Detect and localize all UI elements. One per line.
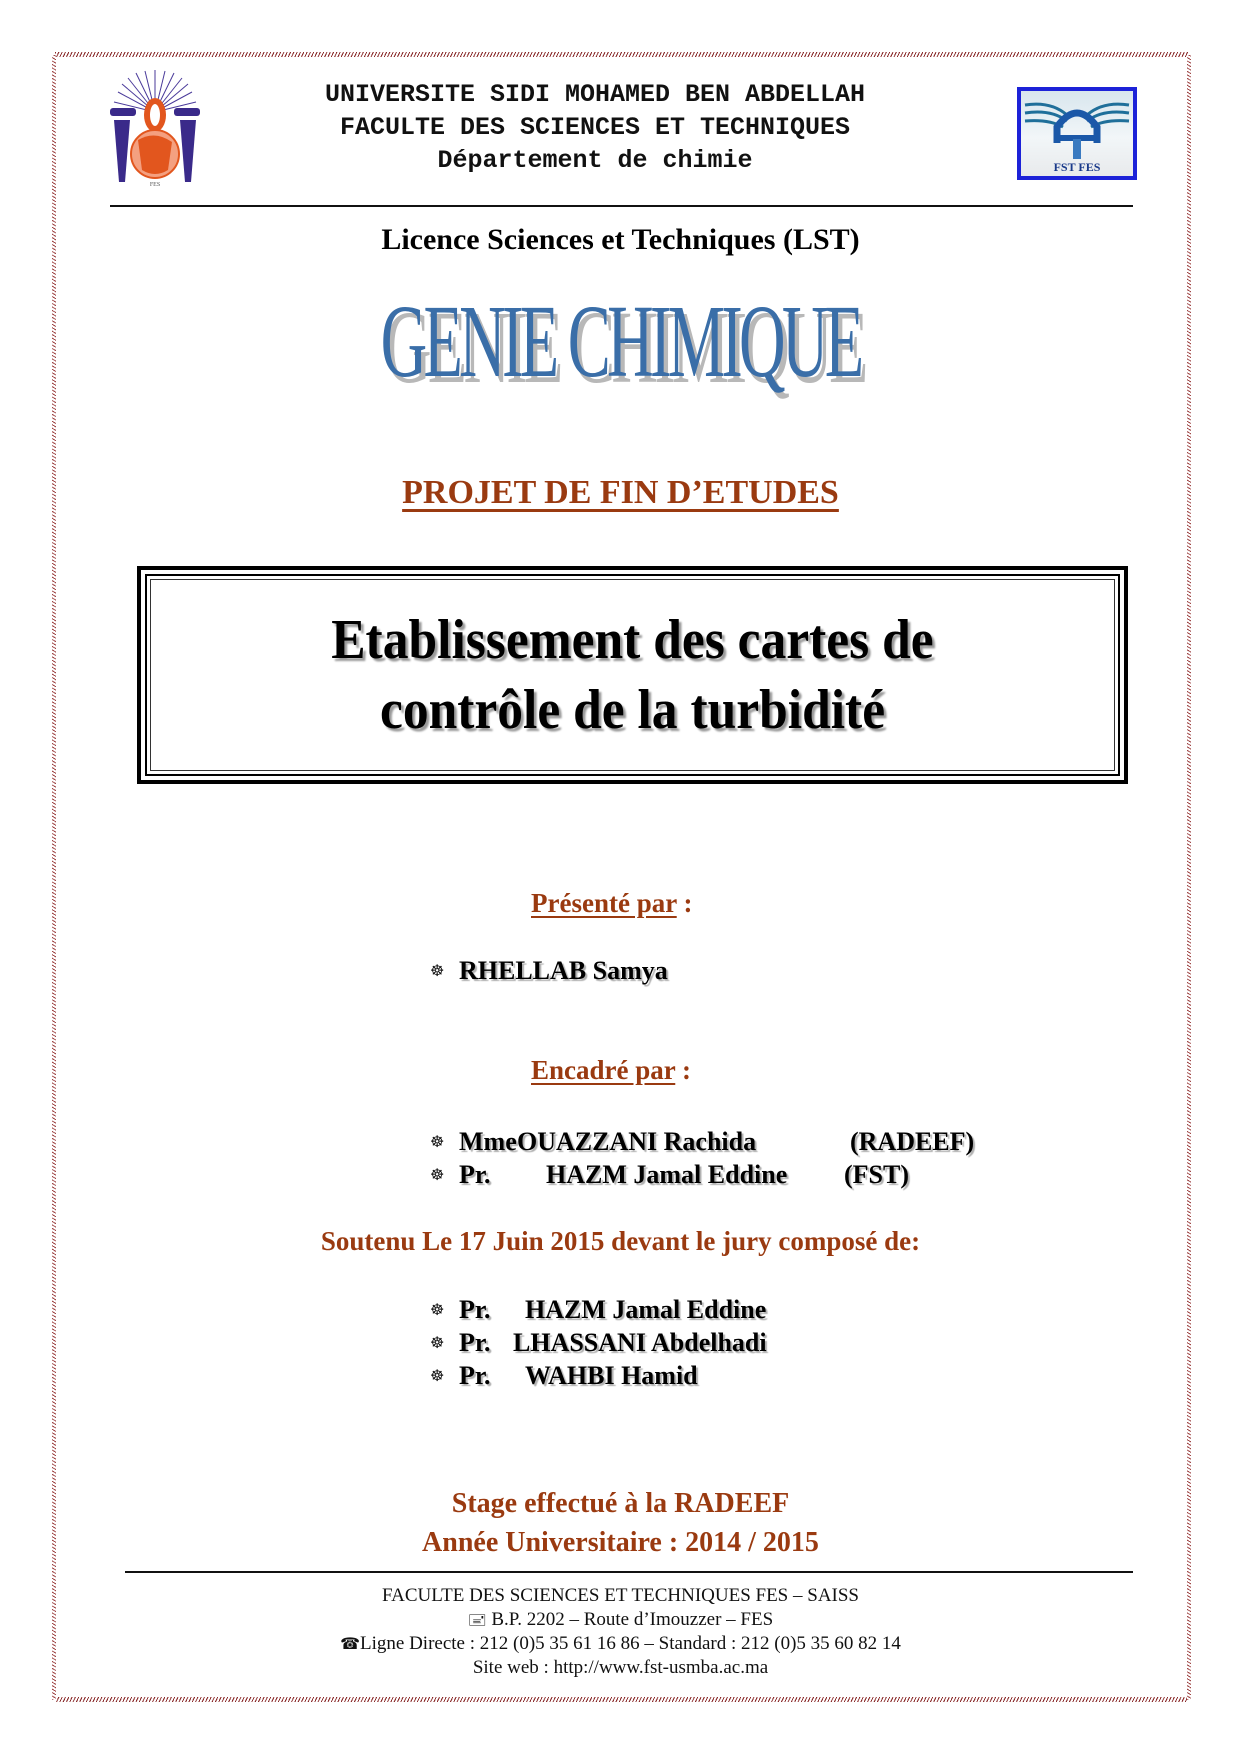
university-name: UNIVERSITE SIDI MOHAMED BEN ABDELLAH (324, 80, 866, 109)
footer-address: 🖃 B.P. 2202 – Route d’Imouzzer – FES (467, 1609, 774, 1630)
svg-text:FST FES: FST FES (1053, 160, 1101, 174)
svg-text:FES: FES (149, 182, 161, 188)
wheel-bullet-icon: ☸ (430, 1333, 445, 1352)
specialty-wordart: GENIE CHIMIQUE (380, 284, 861, 399)
jury-title: Pr. (459, 1294, 491, 1324)
wheel-bullet-icon: ☸ (430, 1300, 445, 1319)
footer-website: Site web : http://www.fst-usmba.ac.ma (472, 1657, 769, 1678)
defense-statement: Soutenu Le 17 Juin 2015 devant le jury composé de: (320, 1226, 921, 1256)
footer-phone: ☎Ligne Directe : 212 (0)5 35 61 16 86 – Standard : 212 (0)5 35 60 82 14 (340, 1633, 901, 1654)
document-type-heading: PROJET DE FIN D’ETUDES (402, 474, 839, 511)
presented-by-label: Présenté par : (531, 888, 693, 918)
thesis-title-line-2: contrôle de la turbidité (379, 679, 886, 741)
internship-place: Stage effectué à la RADEEF (451, 1488, 790, 1519)
jury-item (430, 1359, 767, 1392)
supervisor-name: OUAZZANI Rachida (517, 1126, 757, 1156)
jury-item (430, 1293, 767, 1326)
department-name: Département de chimie (437, 146, 753, 175)
jury-list (430, 1293, 767, 1392)
university-emblem-logo (108, 70, 202, 190)
supervisor-affiliation: (FST) (844, 1159, 909, 1189)
wheel-bullet-icon: ☸ (430, 1366, 445, 1385)
thesis-title-box (137, 566, 1128, 784)
faculty-name: FACULTE DES SCIENCES ET TECHNIQUES (339, 113, 851, 142)
student-name: RHELLAB Samya (459, 955, 668, 985)
supervisor-title: Pr. (459, 1159, 491, 1189)
jury-name: LHASSANI Abdelhadi (513, 1327, 767, 1357)
jury-name: WAHBI Hamid (525, 1360, 698, 1390)
footer-faculty-name: FACULTE DES SCIENCES ET TECHNIQUES FES – SAISS (381, 1585, 859, 1606)
wheel-bullet-icon: ☸ (430, 1165, 445, 1184)
supervised-by-label: Encadré par : (531, 1055, 692, 1085)
telephone-icon: ☎ (340, 1634, 361, 1653)
supervisor-title: Mme (459, 1126, 517, 1156)
supervisor-name: HAZM Jamal Eddine (546, 1159, 788, 1189)
degree-title: Licence Sciences et Techniques (LST) (381, 223, 860, 256)
institution-header (230, 78, 960, 177)
faculty-contact-footer (0, 1584, 1241, 1680)
page-border-top (55, 52, 1188, 57)
page-border-left (52, 55, 56, 1700)
student-item (430, 954, 668, 987)
jury-title: Pr. (459, 1327, 491, 1357)
wheel-bullet-icon: ☸ (430, 961, 445, 980)
fst-fes-logo (1017, 87, 1137, 180)
academic-year: Année Universitaire : 2014 / 2015 (422, 1527, 819, 1558)
mailbox-icon: 🖃 (467, 1610, 487, 1629)
supervisor-item (430, 1158, 974, 1191)
footer-divider (125, 1571, 1133, 1573)
jury-item (430, 1326, 767, 1359)
page-border-bottom (55, 1697, 1188, 1702)
header-divider (110, 205, 1133, 207)
jury-name: HAZM Jamal Eddine (525, 1294, 767, 1324)
supervisor-list (430, 1125, 974, 1191)
wheel-bullet-icon: ☸ (430, 1132, 445, 1151)
thesis-title-line-1: Etablissement des cartes de (331, 609, 934, 671)
supervisor-item (430, 1125, 974, 1158)
jury-title: Pr. (459, 1360, 491, 1390)
supervisor-affiliation: (RADEEF) (850, 1126, 975, 1156)
page-border-right (1187, 55, 1191, 1700)
